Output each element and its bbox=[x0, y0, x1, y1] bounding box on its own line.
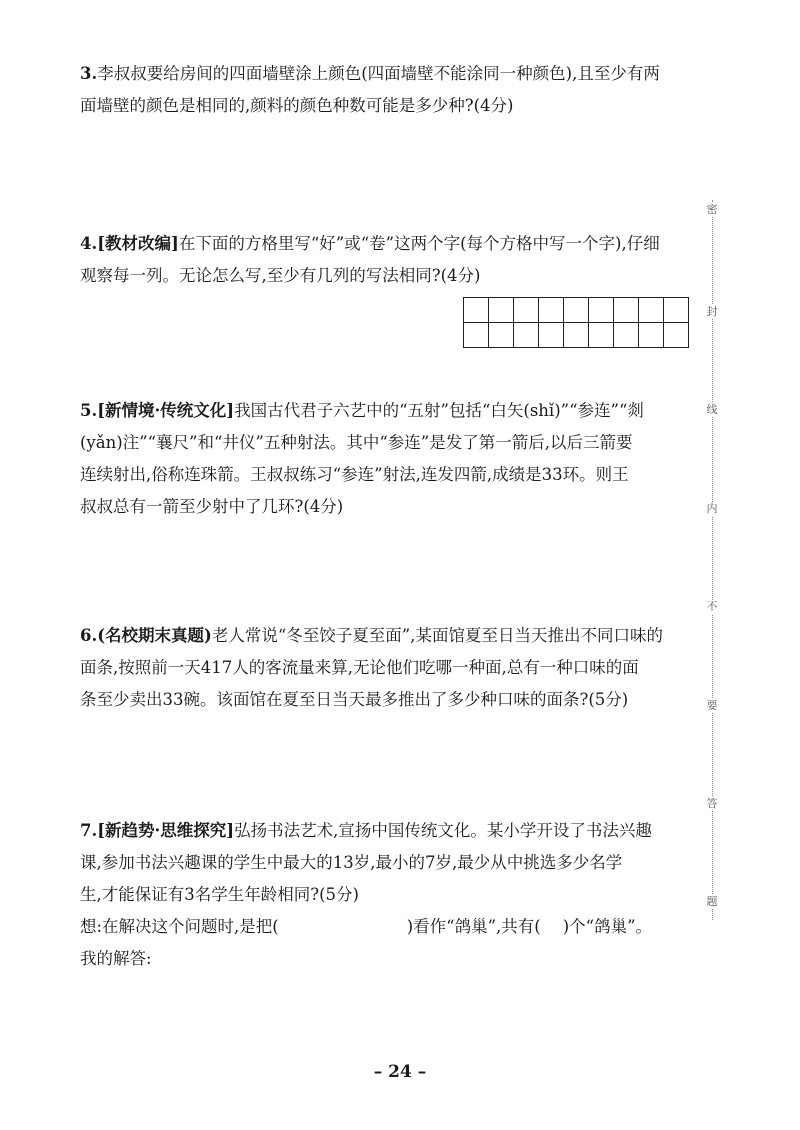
think-middle: )看作“鸽巢”,共有( bbox=[406, 917, 541, 936]
binding-char: 题 bbox=[703, 895, 721, 909]
question-line: 连续射出,俗称连珠箭。王叔叔练习“参连”射法,连发四箭,成绩是33环。则王 bbox=[80, 465, 629, 484]
question-line: 我国古代君子六艺中的“五射”包括“白矢(shǐ)”“参连”“剡 bbox=[234, 401, 644, 420]
grid-cell[interactable] bbox=[614, 323, 639, 348]
question-tag: (名校期末真题) bbox=[97, 626, 212, 645]
grid-row bbox=[464, 298, 689, 323]
question-line: 弘扬书法艺术,宣扬中国传统文化。某小学开设了书法兴趣 bbox=[234, 821, 652, 840]
question-line: 老人常说“冬至饺子夏至面”,某面馆夏至日当天推出不同口味的 bbox=[211, 626, 663, 645]
grid-row bbox=[464, 323, 689, 348]
question-line: 李叔叔要给房间的四面墙壁涂上颜色(四面墙壁不能涂同一种颜色),且至少有两 bbox=[97, 64, 660, 83]
question-number: 7. bbox=[80, 821, 98, 840]
question-6 bbox=[80, 620, 692, 716]
question-number: 3. bbox=[80, 64, 98, 83]
grid-cell[interactable] bbox=[664, 298, 689, 323]
question-line: 观察每一列。无论怎么写,至少有几列的写法相同?(4分) bbox=[80, 266, 481, 285]
question-tag: [教材改编] bbox=[97, 234, 179, 253]
question-number: 5. bbox=[80, 401, 98, 420]
grid-cell[interactable] bbox=[639, 323, 664, 348]
grid-cell[interactable] bbox=[514, 298, 539, 323]
question-7 bbox=[80, 815, 692, 975]
question-line: 面条,按照前一天417人的客流量来算,无论他们吃哪一种面,总有一种口味的面 bbox=[80, 658, 639, 677]
binding-char: 密 bbox=[703, 203, 721, 217]
question-4 bbox=[80, 228, 692, 292]
binding-char: 要 bbox=[703, 699, 721, 713]
question-5 bbox=[80, 395, 692, 523]
grid-cell[interactable] bbox=[464, 298, 489, 323]
grid-cell[interactable] bbox=[539, 323, 564, 348]
answer-label: 我的解答: bbox=[80, 949, 152, 968]
question-number: 6. bbox=[80, 626, 98, 645]
page-number: – 24 – bbox=[373, 1062, 427, 1082]
grid-cell[interactable] bbox=[664, 323, 689, 348]
question-line: 面墙壁的颜色是相同的,颜料的颜色种数可能是多少种?(4分) bbox=[80, 96, 514, 115]
grid-cell[interactable] bbox=[464, 323, 489, 348]
question-line: (yǎn)注”“襄尺”和“井仪”五种射法。其中“参连”是发了第一箭后,以后三箭要 bbox=[80, 433, 633, 452]
binding-char: 线 bbox=[703, 403, 721, 417]
question-tag: [新情境·传统文化] bbox=[97, 401, 235, 420]
question-line: 叔叔总有一箭至少射中了几环?(4分) bbox=[80, 497, 344, 516]
think-suffix: )个“鸽巢”。 bbox=[562, 917, 653, 936]
question-line: 条至少卖出33碗。该面馆在夏至日当天最多推出了多少种口味的面条?(5分) bbox=[80, 690, 629, 709]
binding-char: 答 bbox=[703, 797, 721, 811]
grid-cell[interactable] bbox=[564, 298, 589, 323]
writing-grid[interactable] bbox=[463, 297, 689, 348]
question-line: 课,参加书法兴趣课的学生中最大的13岁,最小的7岁,最少从中挑选多少名学 bbox=[80, 853, 623, 872]
question-number: 4. bbox=[80, 234, 98, 253]
grid-cell[interactable] bbox=[614, 298, 639, 323]
binding-char: 内 bbox=[703, 502, 721, 516]
grid-cell[interactable] bbox=[564, 323, 589, 348]
binding-char: 不 bbox=[703, 600, 721, 614]
grid-cell[interactable] bbox=[639, 298, 664, 323]
grid-cell[interactable] bbox=[514, 323, 539, 348]
question-tag: [新趋势·思维探究] bbox=[97, 821, 235, 840]
think-prefix: 想:在解决这个问题时,是把( bbox=[80, 917, 279, 936]
grid-cell[interactable] bbox=[489, 323, 514, 348]
grid-cell[interactable] bbox=[539, 298, 564, 323]
grid-cell[interactable] bbox=[589, 323, 614, 348]
question-3 bbox=[80, 58, 692, 122]
grid-cell[interactable] bbox=[489, 298, 514, 323]
grid-cell[interactable] bbox=[589, 298, 614, 323]
question-line: 在下面的方格里写“好”或“卷”这两个字(每个方格中写一个字),仔细 bbox=[178, 234, 660, 253]
binding-char: 封 bbox=[703, 305, 721, 319]
question-line: 生,才能保证有3名学生年龄相同?(5分) bbox=[80, 885, 359, 904]
